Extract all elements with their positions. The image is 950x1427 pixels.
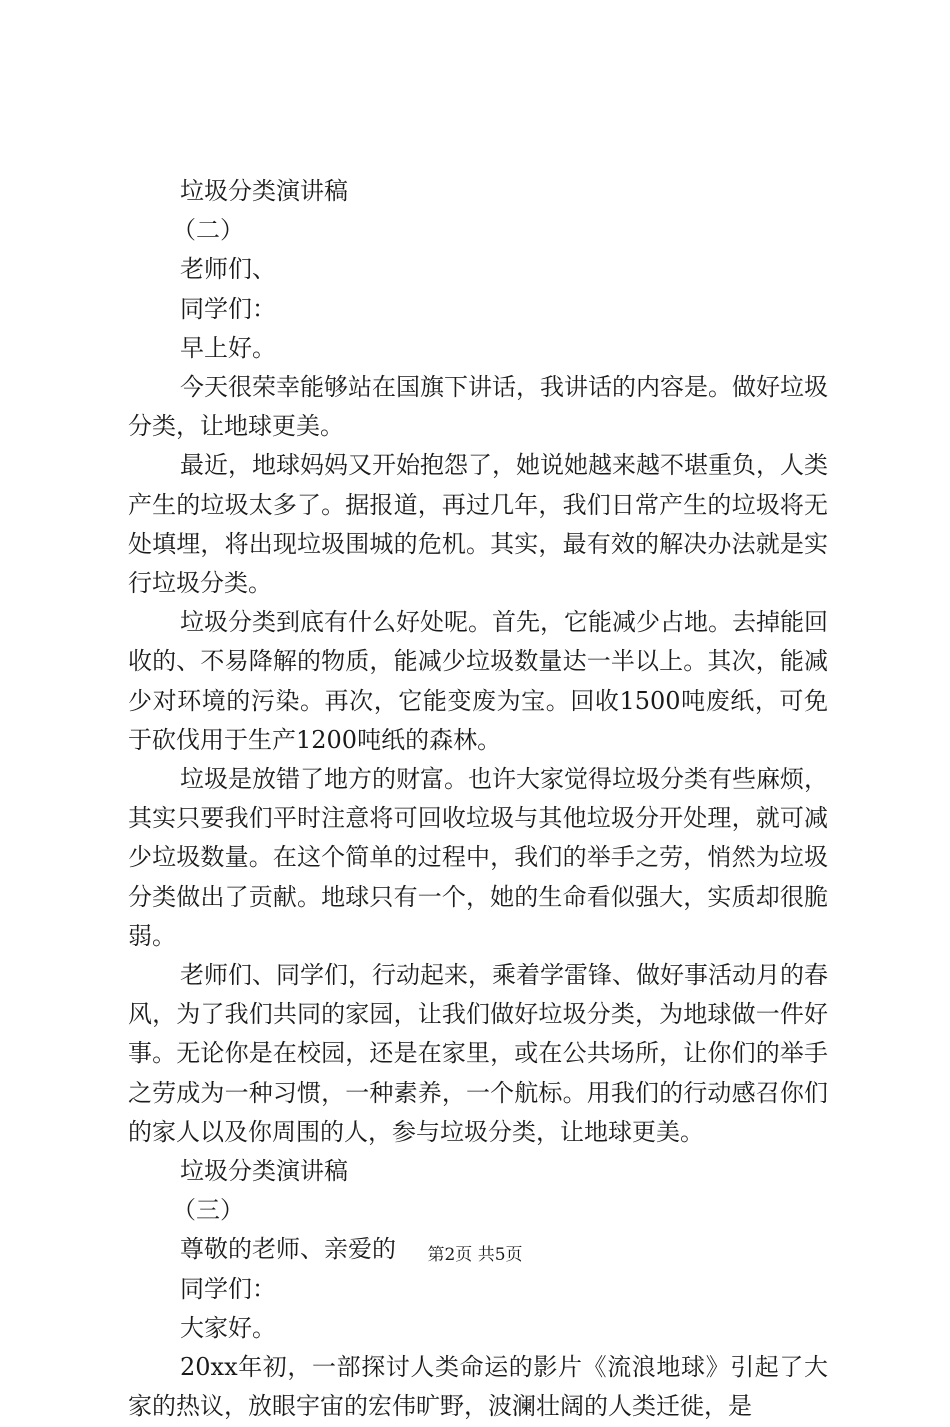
greeting: 早上好。 — [180, 333, 276, 362]
page-number: 第2页 共5页 — [427, 1245, 523, 1265]
section-title: 垃圾分类演讲稿 — [180, 177, 348, 205]
body-paragraph: 垃圾是放错了地方的财富。也许大家觉得垃圾分类有些麻烦，其实只要我们平时注意将可回收垃圾与其他垃圾分开处理，就可减少垃圾数量。在这个简单的过程中，我们的举手之劳，悄然为垃圾分类做出了贡献。地球只有一个，她的生命看似强大，实质却很脆弱。 — [128, 765, 828, 950]
body-paragraph: 今天很荣幸能够站在国旗下讲话，我讲话的内容是。做好垃圾分类，让地球更美。 — [128, 373, 828, 441]
body-paragraph: 老师们、同学们，行动起来，乘着学雷锋、做好事活动月的春风，为了我们共同的家园，让我们做好垃圾分类，为地球做一件好事。无论你是在校园，还是在家里，或在公共场所，让你们的举手之劳成为一种习惯，一种素养，一个航标。用我们的行动感召你们的家人以及你周围的人，参与垃圾分类，让地球更美。 — [128, 961, 828, 1146]
body-paragraph: 20xx年初，一部探讨人类命运的影片《流浪地球》引起了大家的热议，放眼宇宙的宏伟旷野，波澜壮阔的人类迁徙，是 — [128, 1353, 828, 1421]
body-paragraph: 最近，地球妈妈又开始抱怨了，她说她越来越不堪重负，人类产生的垃圾太多了。据报道，再过几年，我们日常产生的垃圾将无处填埋，将出现垃圾围城的危机。其实，最有效的解决办法就是实行垃圾分类。 — [128, 451, 828, 598]
salutation: 同学们： — [180, 1274, 276, 1303]
section-number: （二） — [172, 216, 244, 245]
document-body — [128, 172, 828, 1427]
section-title: 垃圾分类演讲稿 — [180, 1157, 348, 1186]
salutation: 老师们、 — [180, 255, 276, 284]
salutation: 同学们： — [180, 294, 276, 323]
salutation: 尊敬的老师、亲爱的 — [180, 1235, 396, 1264]
body-paragraph: 垃圾分类到底有什么好处呢。首先，它能减少占地。去掉能回收的、不易降解的物质，能减少垃圾数量达一半以上。其次，能减少对环境的污染。再次，它能变废为宝。回收1500吨废纸，可免于砍伐用于生产1200吨纸的森林。 — [128, 608, 828, 754]
greeting: 大家好。 — [180, 1313, 276, 1342]
section-number: （三） — [172, 1196, 244, 1225]
